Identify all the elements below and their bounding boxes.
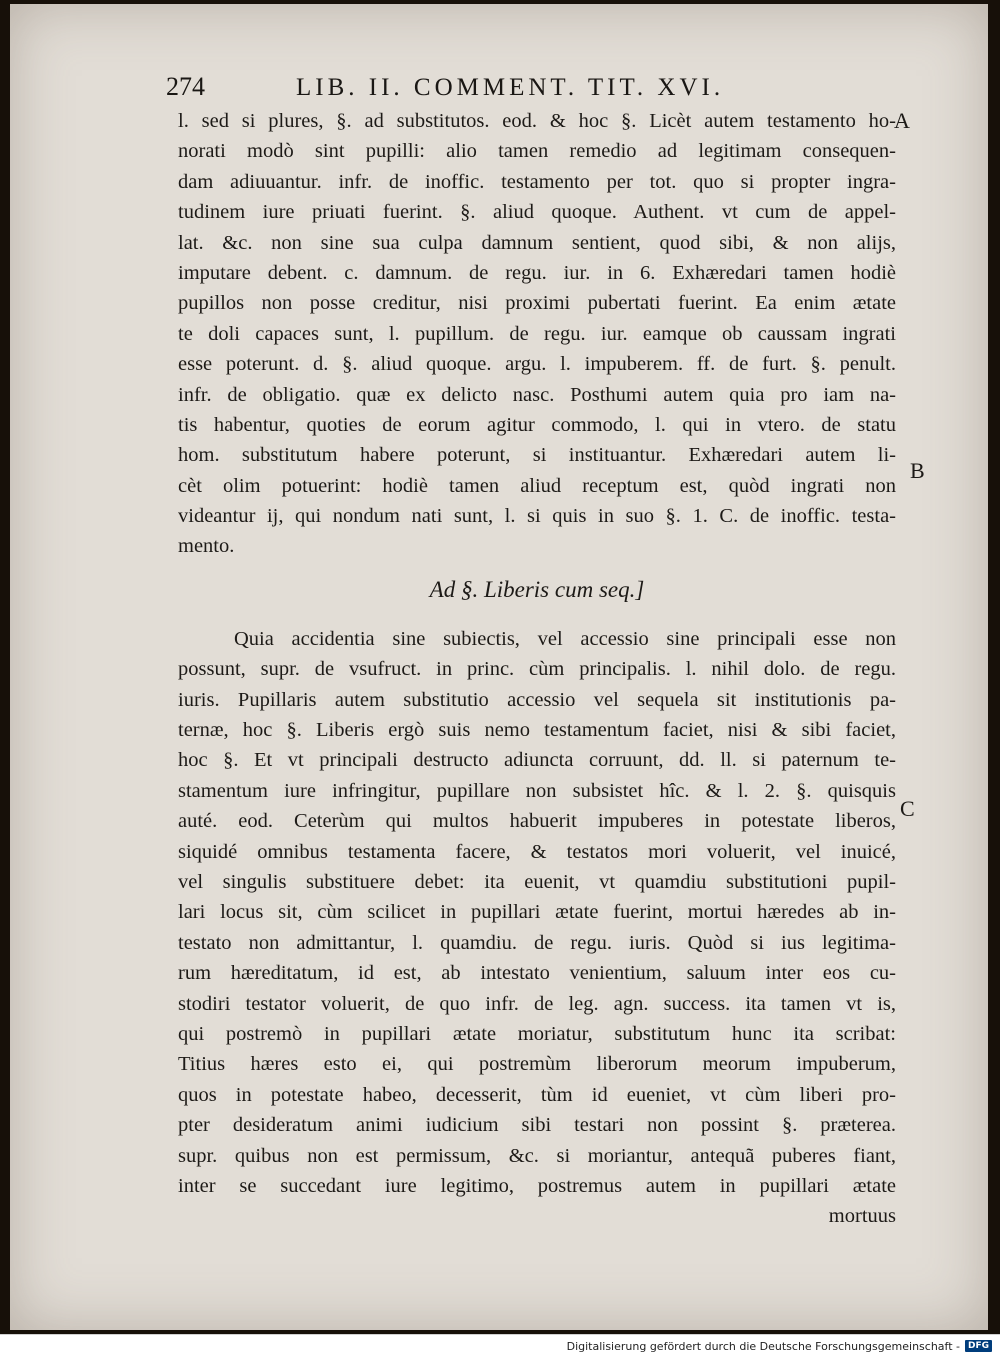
text-line: rum hæreditatum, id est, ab intestato venientium, saluum inter eos cu- — [178, 962, 896, 985]
footer-credit: Digitalisierung gefördert durch die Deutsche Forschungsgemeinschaft - — [566, 1339, 960, 1353]
running-head — [166, 72, 826, 102]
text-line: hoc §. Et vt principali destructo adiuncta corruunt, dd. ll. si paternum te- — [178, 749, 896, 772]
text-line: lari locus sit, cùm scilicet in pupillari ætate fuerint, mortui hæredes ab in- — [178, 901, 896, 924]
text-line: imputare debent. c. damnum. de regu. iur. in 6. Exhæredari tamen hodiè — [178, 261, 896, 284]
text-line: Quia accidentia sine subiectis, vel accessio sine principali esse non — [234, 627, 896, 650]
paragraph-1 — [178, 106, 896, 562]
margin-letter-a: A — [894, 108, 910, 133]
text-line: stodiri testator voluerit, de quo infr. de leg. agn. success. ita tamen vt is, — [178, 992, 896, 1015]
margin-letter-c: C — [900, 796, 915, 821]
text-line: esse poterunt. d. §. aliud quoque. argu. l. impuberem. ff. de furt. §. penult. — [178, 353, 896, 376]
text-line: testato non admittantur, l. quamdiu. de regu. iuris. Quòd si ius legitima- — [178, 931, 896, 954]
text-line: tis habentur, quoties de eorum agitur commodo, l. qui in vtero. de statu — [178, 413, 896, 436]
text-line: videantur ij, qui nondum nati sunt, l. si quis in suo §. 1. C. de inoffic. testa- — [178, 505, 896, 528]
paragraph-2 — [178, 624, 896, 1232]
text-line: dam adiuuantur. infr. de inoffic. testamento per tot. quo si propter ingra- — [178, 170, 896, 193]
text-line: vel singulis substituere debet: ita euenit, vt quamdiu substitutioni pupil- — [178, 870, 896, 893]
text-block — [178, 106, 896, 1232]
dfg-logo: DFG — [965, 1340, 992, 1352]
text-line: cèt olim potuerint: hodiè tamen aliud receptum est, quòd ingrati non — [178, 474, 896, 497]
section-heading: Ad §. Liberis cum seq.] — [429, 576, 645, 602]
text-line: possunt, supr. de vsufruct. in princ. cùm principalis. l. nihil dolo. de regu. — [178, 658, 896, 681]
text-line: lat. &c. non sine sua culpa damnum sentient, quod sibi, & non alijs, — [178, 231, 896, 254]
text-line: tudinem iure priuati fuerint. §. aliud quoque. Authent. vt cum de appel- — [178, 201, 896, 224]
text-line: pupillos non posse creditur, nisi proximi pubertati fuerint. Ea enim ætate — [178, 292, 896, 315]
text-line: te doli capaces sunt, l. pupillum. de regu. iur. eamque ob caussam ingrati — [178, 322, 896, 345]
text-line: infr. de obligatio. quæ ex delicto nasc. Posthumi autem quia pro iam na- — [178, 383, 896, 406]
text-line: qui postremò in pupillari ætate moriatur, substitutum hunc ita scribat: — [178, 1022, 896, 1045]
running-title: LIB. II. COMMENT. TIT. XVI. — [296, 74, 725, 101]
text-line: siquidé omnibus testamenta facere, & testatos mori voluerit, vel inuicé, — [178, 840, 896, 863]
text-line: supr. quibus non est permissum, &c. si moriantur, antequã puberes fiant, — [178, 1144, 896, 1167]
text-line: l. sed si plures, §. ad substitutos. eod. & hoc §. Licèt autem testamento ho- — [178, 110, 896, 132]
text-line: iuris. Pupillaris autem substitutio accessio vel sequela sit institutionis pa- — [178, 688, 896, 711]
text-line: pter desideratum animi iudicium sibi testari non possint §. præterea. — [178, 1114, 896, 1137]
text-line: inter se succedant iure legitimo, postremus autem in pupillari ætate — [178, 1174, 896, 1197]
text-line: hom. substitutum habere poterunt, si instituantur. Exhæredari autem li- — [178, 444, 896, 467]
text-line: ternæ, hoc §. Liberis ergò suis nemo testamentum faciet, nisi & sibi faciet, — [178, 719, 896, 742]
catchword: mortuus — [828, 1205, 896, 1228]
text-line: quos in potestate habeo, decesserit, tùm id eueniet, vt cùm liberi pro- — [178, 1083, 896, 1106]
footer-bar — [0, 1334, 1000, 1357]
page-number: 274 — [166, 72, 205, 101]
text-line: mento. — [178, 535, 235, 558]
margin-letter-b: B — [910, 458, 925, 483]
text-line: stamentum iure infringitur, pupillare non subsistet hîc. & l. 2. §. quisquis — [178, 779, 896, 802]
text-line: Titius hæres esto ei, qui postremùm liberorum meorum impuberum, — [178, 1053, 896, 1076]
text-line: auté. eod. Ceterùm qui multos habuerit impuberes in potestate liberos, — [178, 810, 896, 833]
text-line: norati modò sint pupilli: alio tamen remedio ad legitimam consequen- — [178, 140, 896, 163]
